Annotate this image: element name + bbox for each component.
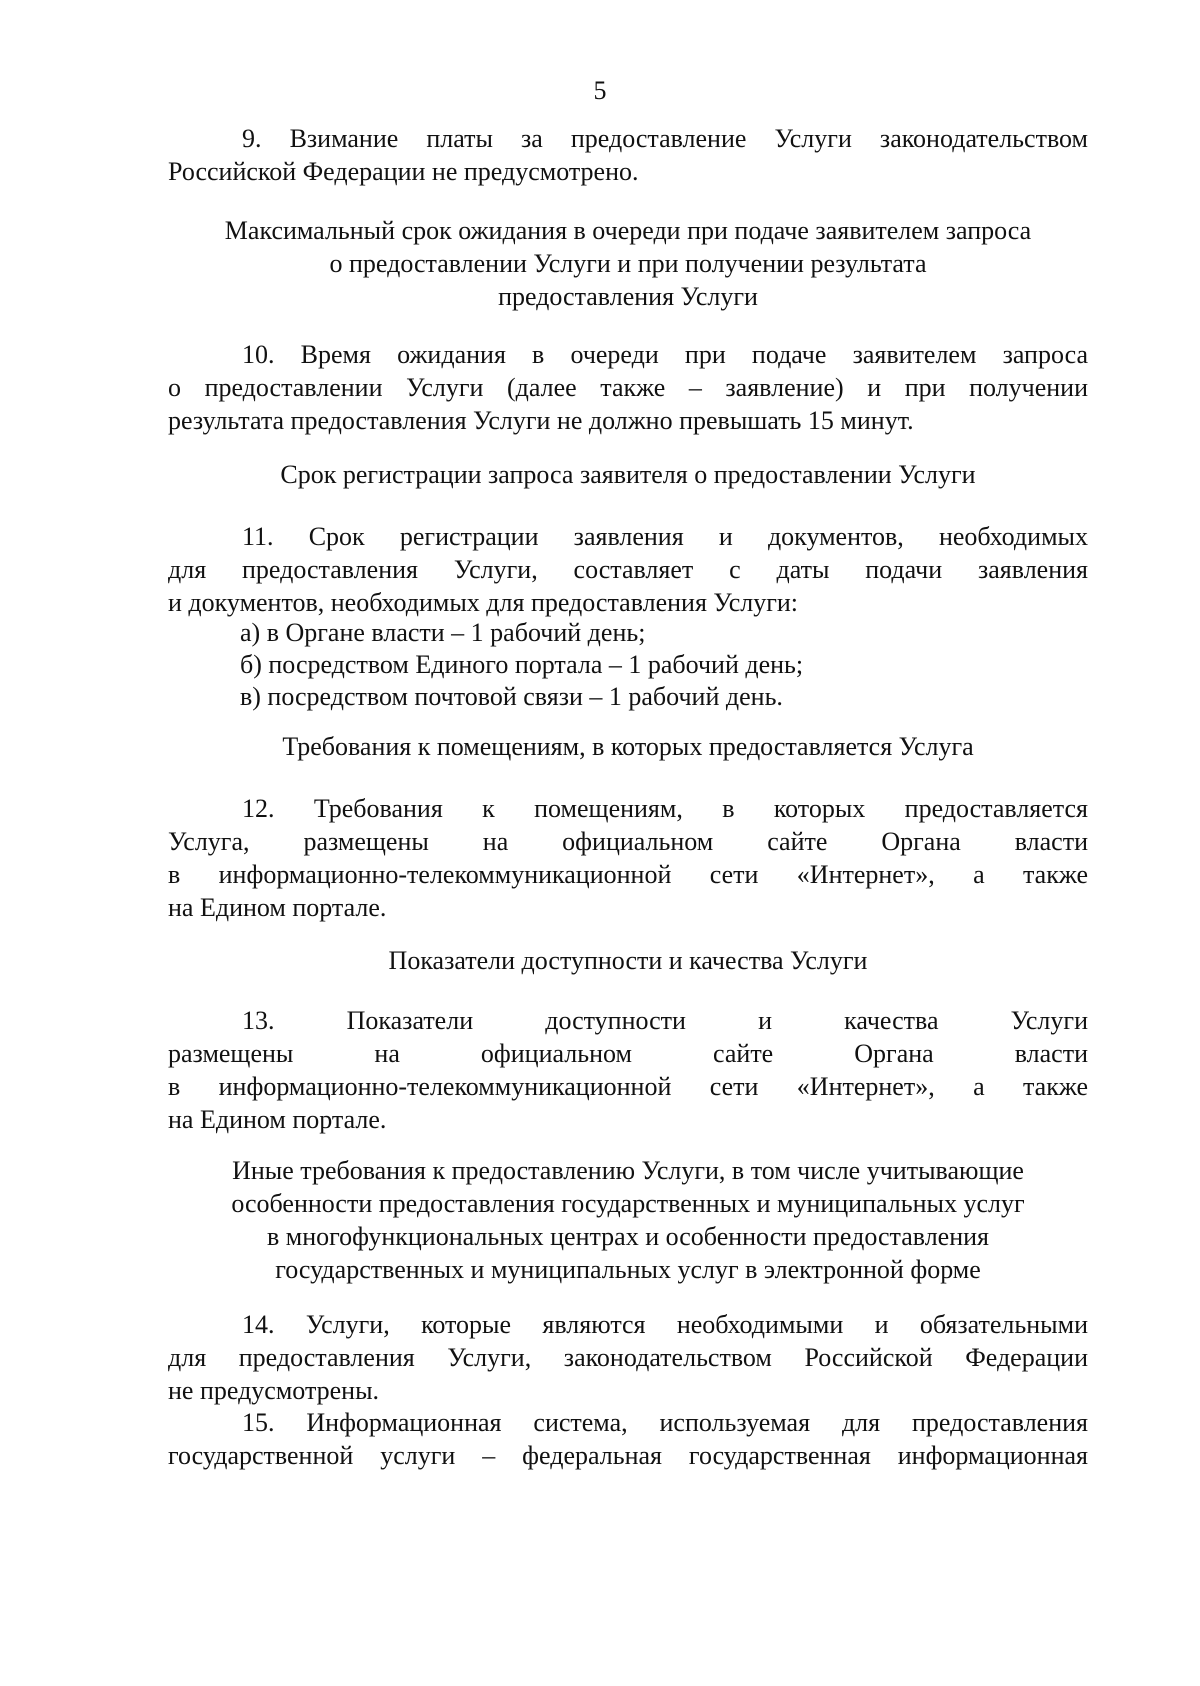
paragraph-line: не предусмотрены. — [168, 1376, 380, 1405]
paragraph-line: 13. Показатели доступности и качества Услуги — [242, 1006, 1088, 1035]
paragraph-line: в информационно-телекоммуникационной сети «Интернет», а также — [168, 860, 1088, 889]
list-item: а) в Органе власти – 1 рабочий день; — [240, 618, 646, 647]
heading-line: Иные требования к предоставлению Услуги, в том числе учитывающие — [232, 1156, 1024, 1185]
paragraph-line: 15. Информационная система, используемая для предоставления — [242, 1408, 1088, 1437]
section-heading-premises — [168, 730, 1088, 763]
heading-line: Показатели доступности и качества Услуги — [388, 946, 868, 975]
paragraph-line: 9. Взимание платы за предоставление Услуги законодательством — [242, 124, 1088, 153]
heading-line: Максимальный срок ожидания в очереди при подаче заявителем запроса — [224, 216, 1032, 245]
list-item: б) посредством Единого портала – 1 рабочий день; — [240, 650, 804, 679]
heading-line: государственных и муниципальных услуг в электронной форме — [275, 1255, 981, 1284]
page-number: 5 — [593, 76, 607, 105]
paragraph-line: для предоставления Услуги, составляет с даты подачи заявления — [168, 555, 1088, 584]
section-heading-queue — [168, 214, 1088, 313]
section-heading-quality — [168, 944, 1088, 977]
paragraph-11 — [168, 520, 1088, 619]
paragraph-line: в информационно-телекоммуникационной сети «Интернет», а также — [168, 1072, 1088, 1101]
heading-line: предоставления Услуги — [498, 282, 758, 311]
paragraph-line: Российской Федерации не предусмотрено. — [168, 157, 639, 186]
heading-line: Срок регистрации запроса заявителя о предоставлении Услуги — [280, 460, 976, 489]
paragraph-line: 11. Срок регистрации заявления и документов, необходимых — [242, 522, 1088, 551]
paragraph-10 — [168, 338, 1088, 437]
paragraph-line: результата предоставления Услуги не должно превышать 15 минут. — [168, 406, 914, 435]
heading-line: Требования к помещениям, в которых предоставляется Услуга — [282, 732, 974, 761]
paragraph-15 — [168, 1406, 1088, 1472]
list-item: в) посредством почтовой связи – 1 рабочий день. — [240, 682, 783, 711]
section-heading-other-requirements — [168, 1154, 1088, 1286]
paragraph-12 — [168, 792, 1088, 924]
heading-line: в многофункциональных центрах и особенности предоставления — [266, 1222, 990, 1251]
paragraph-13 — [168, 1004, 1088, 1136]
section-heading-registration — [168, 458, 1088, 491]
paragraph-line: государственной услуги – федеральная государственная информационная — [168, 1441, 1088, 1470]
paragraph-line: на Едином портале. — [168, 1105, 387, 1134]
paragraph-9 — [168, 122, 1088, 188]
paragraph-line: для предоставления Услуги, законодательством Российской Федерации — [168, 1343, 1088, 1372]
paragraph-line: размещены на официальном сайте Органа власти — [168, 1039, 1088, 1068]
paragraph-line: 14. Услуги, которые являются необходимыми и обязательными — [242, 1310, 1088, 1339]
paragraph-line: о предоставлении Услуги (далее также – заявление) и при получении — [168, 373, 1088, 402]
paragraph-line: Услуга, размещены на официальном сайте Органа власти — [168, 827, 1088, 856]
paragraph-line: 12. Требования к помещениям, в которых предоставляется — [242, 794, 1088, 823]
paragraph-line: на Едином портале. — [168, 893, 387, 922]
paragraph-14 — [168, 1308, 1088, 1407]
paragraph-line: и документов, необходимых для предоставления Услуги: — [168, 588, 799, 617]
heading-line: о предоставлении Услуги и при получении результата — [329, 249, 927, 278]
heading-line: особенности предоставления государственных и муниципальных услуг — [231, 1189, 1025, 1218]
paragraph-line: 10. Время ожидания в очереди при подаче заявителем запроса — [242, 340, 1088, 369]
